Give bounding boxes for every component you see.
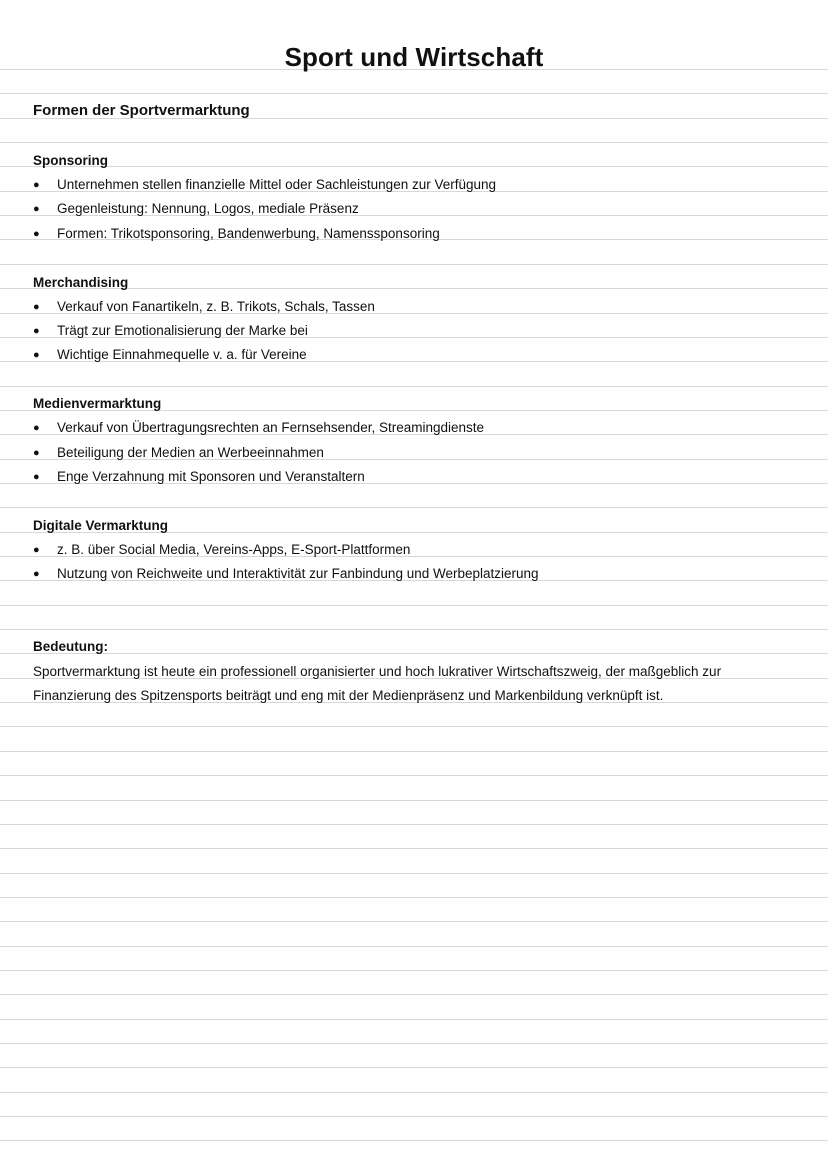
list-item-text: Nutzung von Reichweite und Interaktivität zur Fanbindung und Werbeplatzierung [57,566,539,581]
bullet-icon: ● [33,544,40,556]
list-item [33,542,410,557]
section-heading: Formen der Sportvermarktung [33,102,250,119]
list-item-text: Unternehmen stellen finanzielle Mittel oder Sachleistungen zur Verfügung [57,177,497,192]
list-item [33,420,484,435]
list-item [33,226,440,241]
page-title: Sport und Wirtschaft [284,42,544,72]
bullet-icon: ● [33,349,40,361]
subheading-bedeutung: Bedeutung: [33,639,108,654]
list-item [33,299,375,314]
subheading-medienvermarktung: Medienvermarktung [33,396,162,411]
list-item [33,445,324,460]
list-item [33,177,496,192]
list-item-text: Formen: Trikotsponsoring, Bandenwerbung, Namenssponsoring [57,226,440,241]
list-item-text: z. B. über Social Media, Vereins-Apps, E-Sport-Plattformen [57,542,411,557]
bullet-icon: ● [33,228,40,240]
list-item [33,469,365,484]
list-item-text: Enge Verzahnung mit Sponsoren und Veranstaltern [57,469,365,484]
bullet-icon: ● [33,179,40,191]
bullet-icon: ● [33,325,40,337]
bullet-icon: ● [33,203,40,215]
subheading-merchandising: Merchandising [33,275,129,290]
subheading-digitale-vermarktung: Digitale Vermarktung [33,518,169,533]
list-item [33,323,308,338]
list-item-text: Gegenleistung: Nennung, Logos, mediale Präsenz [57,201,359,216]
list-item-text: Beteiligung der Medien an Werbeeinnahmen [57,445,324,460]
bullet-icon: ● [33,447,40,459]
bullet-icon: ● [33,301,40,313]
list-item-text: Trägt zur Emotionalisierung der Marke bei [57,323,308,338]
bullet-icon: ● [33,471,40,483]
list-item-text: Verkauf von Übertragungsrechten an Fernsehsender, Streamingdienste [57,420,485,435]
list-item [33,347,307,362]
paragraph-line: Finanzierung des Spitzensports beiträgt und eng mit der Medienpräsenz und Markenbildung verknüpft ist. [33,688,664,703]
bullet-icon: ● [33,422,40,434]
paragraph-line: Sportvermarktung ist heute ein professionell organisierter und hoch lukrativer Wirtschaftszweig, der maßgeblich zur [33,664,722,679]
subheading-sponsoring: Sponsoring [33,153,108,168]
list-item [33,201,359,216]
list-item-text: Wichtige Einnahmequelle v. a. für Vereine [57,347,307,362]
list-item [33,566,539,581]
list-item-text: Verkauf von Fanartikeln, z. B. Trikots, Schals, Tassen [57,299,375,314]
bullet-icon: ● [33,568,40,580]
